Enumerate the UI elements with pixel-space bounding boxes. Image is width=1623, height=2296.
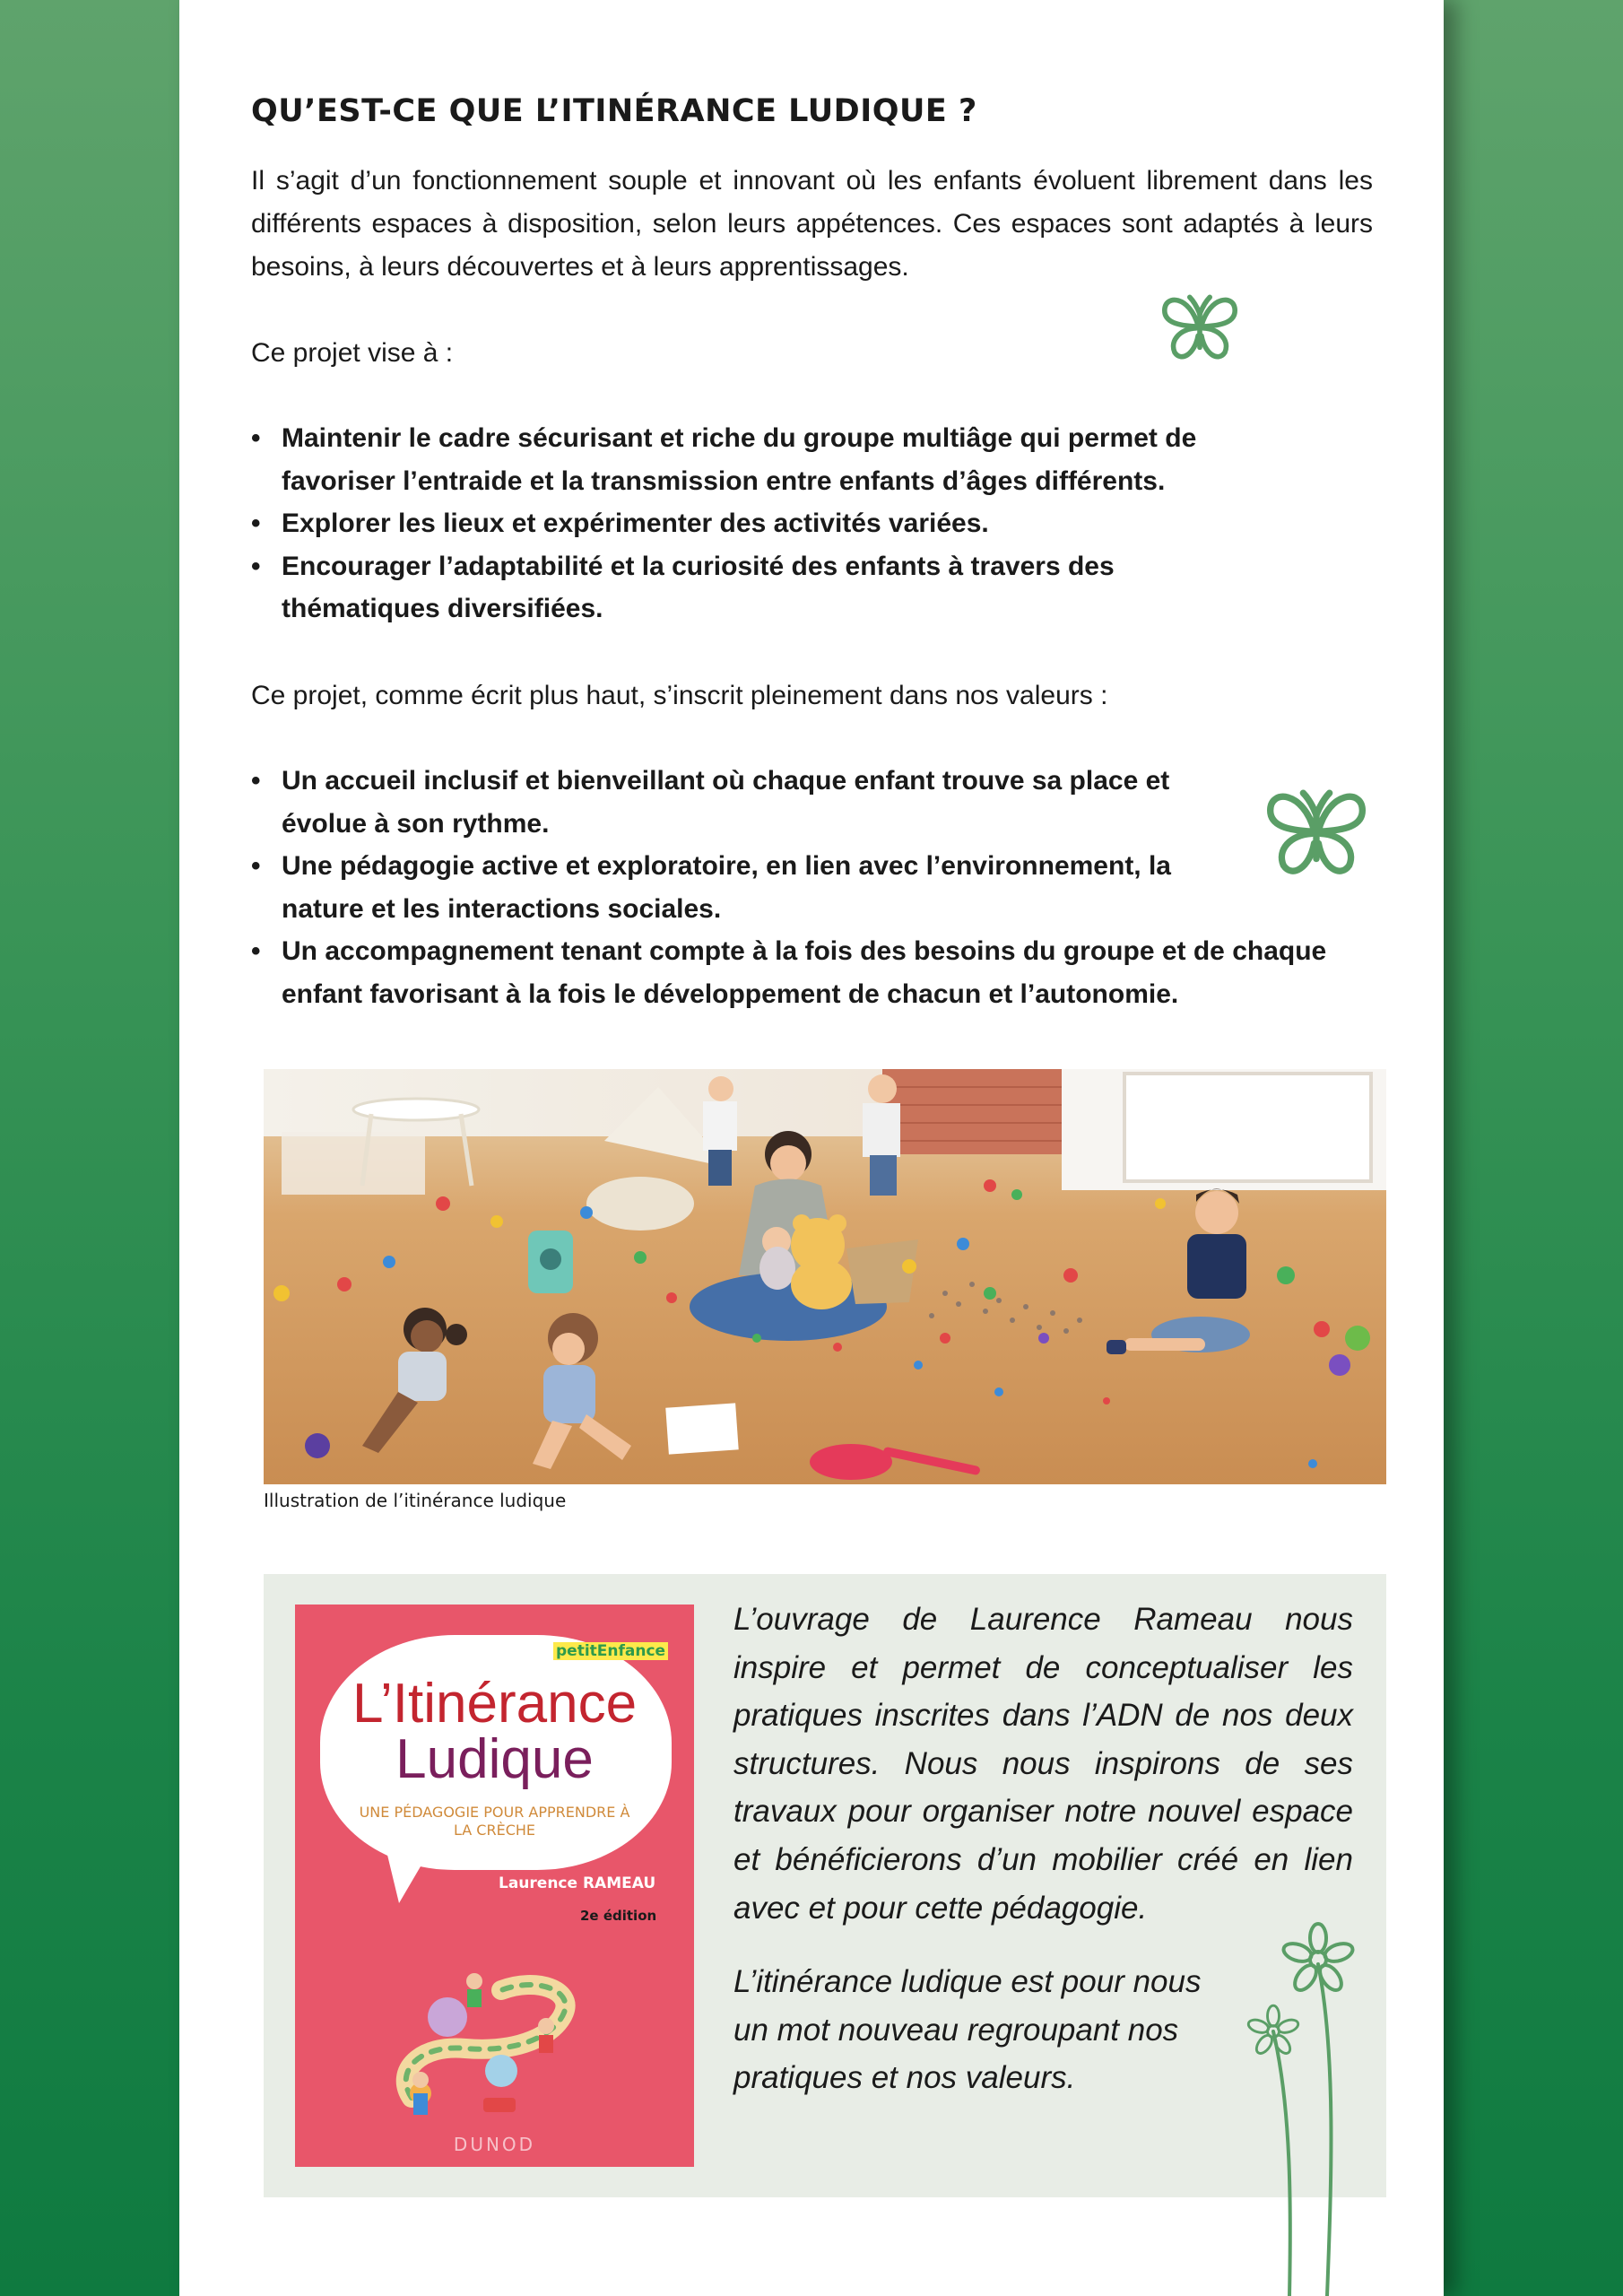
photo-caption: Illustration de l’itinérance ludique (264, 1490, 567, 1511)
list-item: • Un accompagnement tenant compte à la fois des besoins du groupe et de chaque enfant favorisant à la fois le développement de chacun et l’autonomie. (251, 930, 1376, 1015)
book-quote: L’ouvrage de Laurence Rameau nous inspire et permet de conceptualiser les pratiques inscrites dans l’ADN de nos deux structures. Nous nous inspirons de ses travaux pour organiser notre nouvel espace et bénéficierons d’un mobilier créé en lien avec et pour cette pédagogie. (733, 1602, 1353, 1926)
book-edition: 2e édition (580, 1908, 657, 1924)
children-playing-illustration (264, 1069, 1386, 1484)
book-highlight-box (264, 1574, 1386, 2197)
closing-quote: L’itinérance ludique est pour nous un mot nouveau regroupant nos pratiques et nos valeurs. (733, 1964, 1202, 2096)
list-item: • Une pédagogie active et exploratoire, en lien avec l’environnement, la nature et les interactions sociales. (251, 845, 1196, 930)
book-author: Laurence RAMEAU (499, 1874, 656, 1892)
list-item: • Explorer les lieux et expérimenter des activités variées. (251, 502, 1327, 545)
project-goals-list (251, 417, 1327, 631)
list-item: • Un accueil inclusif et bienveillant où chaque enfant trouve sa place et évolue à son rythme. (251, 760, 1196, 845)
book-subtitle: UNE PÉDAGOGIE POUR APPRENDRE À LA CRÈCHE (359, 1804, 630, 1839)
values-lead: Ce projet, comme écrit plus haut, s’inscrit pleinement dans nos valeurs : (251, 681, 1108, 710)
classroom-photo (264, 1069, 1386, 1484)
book-title-line2: Ludique (395, 1728, 594, 1790)
book-series-logo: petitEnfance (553, 1642, 668, 1660)
section-title: QU’EST-CE QUE L’ITINÉRANCE LUDIQUE ? (251, 93, 977, 129)
flower-icon (1237, 1910, 1363, 2296)
list-item: • Encourager l’adaptabilité et la curiosité des enfants à travers des thématiques diversifiées. (251, 545, 1133, 631)
board-game-illustration (385, 1963, 600, 2125)
list-item: • Maintenir le cadre sécurisant et riche du groupe multiâge qui permet de favoriser l’entraide et la transmission entre enfants d’âges différents. (251, 417, 1214, 502)
values-list (251, 760, 1363, 1015)
book-publisher: DUNOD (453, 2134, 536, 2155)
speech-bubble-tail (386, 1851, 430, 1903)
project-lead: Ce projet vise à : (251, 338, 454, 368)
book-cover (295, 1605, 694, 2167)
butterfly-icon (1157, 289, 1243, 364)
intro-paragraph: Il s’agit d’un fonctionnement souple et innovant où les enfants évoluent librement dans les différents espaces à disposition, selon leurs appétences. Ces espaces sont adaptés à leurs besoins, à leurs découvertes et à leurs apprentissages. (251, 166, 1373, 282)
document-page (179, 0, 1444, 2296)
book-title-line1: L’Itinérance (352, 1673, 638, 1735)
